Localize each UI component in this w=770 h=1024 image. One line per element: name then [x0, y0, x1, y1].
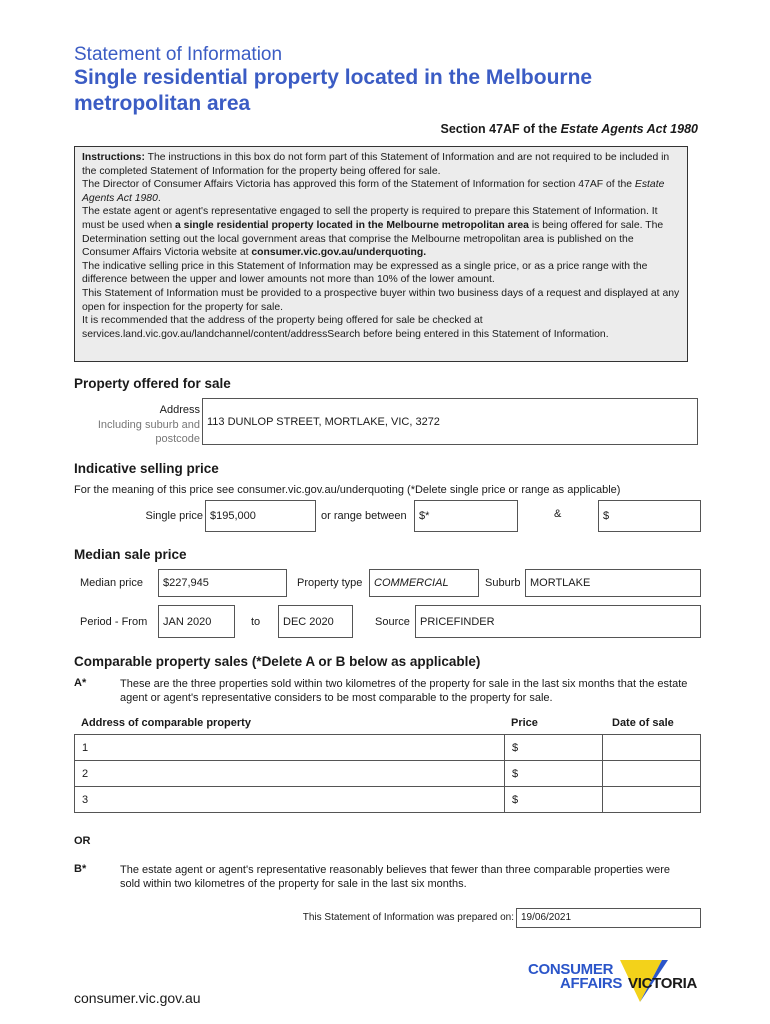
indicative-heading: Indicative selling price	[74, 461, 219, 476]
col-address-header: Address of comparable property	[81, 717, 251, 729]
comparable-address-1[interactable]: 1	[75, 735, 505, 761]
table-row	[75, 787, 701, 813]
comparable-price-1[interactable]: $	[505, 735, 603, 761]
instructions-box	[74, 146, 688, 362]
period-from-label: Period - From	[80, 616, 148, 628]
comparable-table	[74, 734, 701, 813]
option-b-text: The estate agent or agent's representative reasonably believes that fewer than three comparable properties were sold within two kilometres of the property for sale in the last six months.	[120, 864, 670, 890]
address-field[interactable]: 113 DUNLOP STREET, MORTLAKE, VIC, 3272	[202, 398, 698, 445]
address-label-line1: Address	[159, 404, 200, 416]
instructions-text-2c: .	[157, 192, 161, 204]
comparable-price-2[interactable]: $	[505, 761, 603, 787]
act-prefix: Section 47AF of the	[440, 122, 558, 136]
address-label-line3: postcode	[155, 433, 200, 445]
logo-line3: VICTORIA	[628, 975, 697, 992]
prepared-label: This Statement of Information was prepared on:	[302, 912, 514, 923]
instructions-label: Instructions:	[82, 152, 145, 163]
period-to-label: to	[251, 616, 261, 628]
instructions-text-2a: The Director of Consumer Affairs Victoria has approved this form of the Statement of Information for section 47AF of the	[82, 179, 635, 191]
source-field[interactable]: PRICEFINDER	[415, 605, 701, 638]
logo-line2: AFFAIRS	[560, 975, 623, 992]
option-b-label: B*	[74, 863, 87, 875]
property-type-label: Property type	[297, 577, 363, 589]
median-heading: Median sale price	[74, 547, 187, 562]
period-to-field[interactable]: DEC 2020	[278, 605, 353, 638]
suburb-field[interactable]: MORTLAKE	[525, 569, 701, 597]
range-low-field[interactable]: $*	[414, 500, 518, 532]
table-row	[75, 735, 701, 761]
single-price-field[interactable]: $195,000	[205, 500, 316, 532]
median-price-field[interactable]: $227,945	[158, 569, 287, 597]
form-subtitle: Statement of Information	[74, 44, 283, 65]
comparable-address-3[interactable]: 3	[75, 787, 505, 813]
range-high-field[interactable]: $	[598, 500, 701, 532]
suburb-label: Suburb	[485, 577, 521, 589]
instructions-link[interactable]: consumer.vic.gov.au/underquoting.	[251, 247, 427, 259]
single-price-label: Single price	[145, 510, 203, 522]
source-label: Source	[375, 616, 410, 628]
address-label-line2: Including suburb and	[97, 418, 200, 431]
instructions-p2	[82, 178, 680, 205]
act-name: Estate Agents Act 1980	[560, 122, 698, 136]
instructions-p6: It is recommended that the address of the property being offered for sale be checked at services.land.vic.gov.au/landchannel/content/addressSearch before being entered in this Statement of Information.	[82, 315, 609, 340]
period-from-field[interactable]: JAN 2020	[158, 605, 235, 638]
instructions-p3	[82, 205, 680, 259]
table-row	[75, 761, 701, 787]
or-label: OR	[74, 835, 91, 847]
property-heading: Property offered for sale	[74, 376, 231, 391]
instructions-text-2b: Estate Agents Act 1980	[82, 179, 665, 204]
comparable-date-1[interactable]	[603, 735, 701, 761]
col-price-header: Price	[511, 717, 538, 729]
instructions-p4: The indicative selling price in this Statement of Information may be expressed as a single price, or as a price range with the difference between the upper and lower amounts not more than 10% of the lower amount.	[82, 260, 648, 286]
comparable-heading: Comparable property sales (*Delete A or B below as applicable)	[74, 654, 481, 669]
consumer-affairs-victoria-logo	[528, 958, 704, 1008]
indicative-note: For the meaning of this price see consumer.vic.gov.au/underquoting (*Delete single price or range as applicable)	[74, 484, 621, 496]
property-type-field[interactable]: COMMERCIAL	[369, 569, 479, 597]
range-label: or range between	[321, 510, 407, 522]
act-reference	[441, 122, 699, 136]
instructions-text-3b: a single residential property located in the Melbourne metropolitan area	[175, 219, 529, 231]
instructions-p5: This Statement of Information must be provided to a prospective buyer within two business days of a request and displayed at any open for inspection for the property for sale.	[82, 287, 680, 313]
instructions-text-3a: The estate agent or agent's representative engaged to sell the property is required to prepare this Statement of Information. It must be used when	[82, 206, 658, 231]
col-date-header: Date of sale	[612, 717, 674, 729]
instructions-p1	[82, 151, 680, 178]
comparable-date-2[interactable]	[603, 761, 701, 787]
range-ampersand: &	[554, 508, 562, 520]
form-title: Single residential property located in the Melbourne metropolitan area	[74, 66, 593, 115]
instructions-text-3c: is being offered for sale. The Determination setting out the local government areas that comprise the Melbourne metropolitan area is published on the Consumer Affairs Victoria website at	[82, 219, 664, 259]
median-price-label: Median price	[80, 577, 143, 589]
comparable-price-3[interactable]: $	[505, 787, 603, 813]
comparable-date-3[interactable]	[603, 787, 701, 813]
comparable-address-2[interactable]: 2	[75, 761, 505, 787]
prepared-date-field[interactable]: 19/06/2021	[516, 908, 701, 928]
instructions-text-1: The instructions in this box do not form part of this Statement of Information and are not required to be included in the completed Statement of Information for the property being offered for sale.	[82, 152, 670, 177]
option-a-text: These are the three properties sold within two kilometres of the property for sale in the last six months that the estate agent or agent's representative considers to be most comparable to the property for sale.	[120, 678, 688, 704]
address-label	[98, 403, 200, 447]
logo-line1: CONSUMER	[528, 961, 614, 978]
footer-url[interactable]: consumer.vic.gov.au	[74, 990, 201, 1006]
option-a-label: A*	[74, 677, 87, 689]
